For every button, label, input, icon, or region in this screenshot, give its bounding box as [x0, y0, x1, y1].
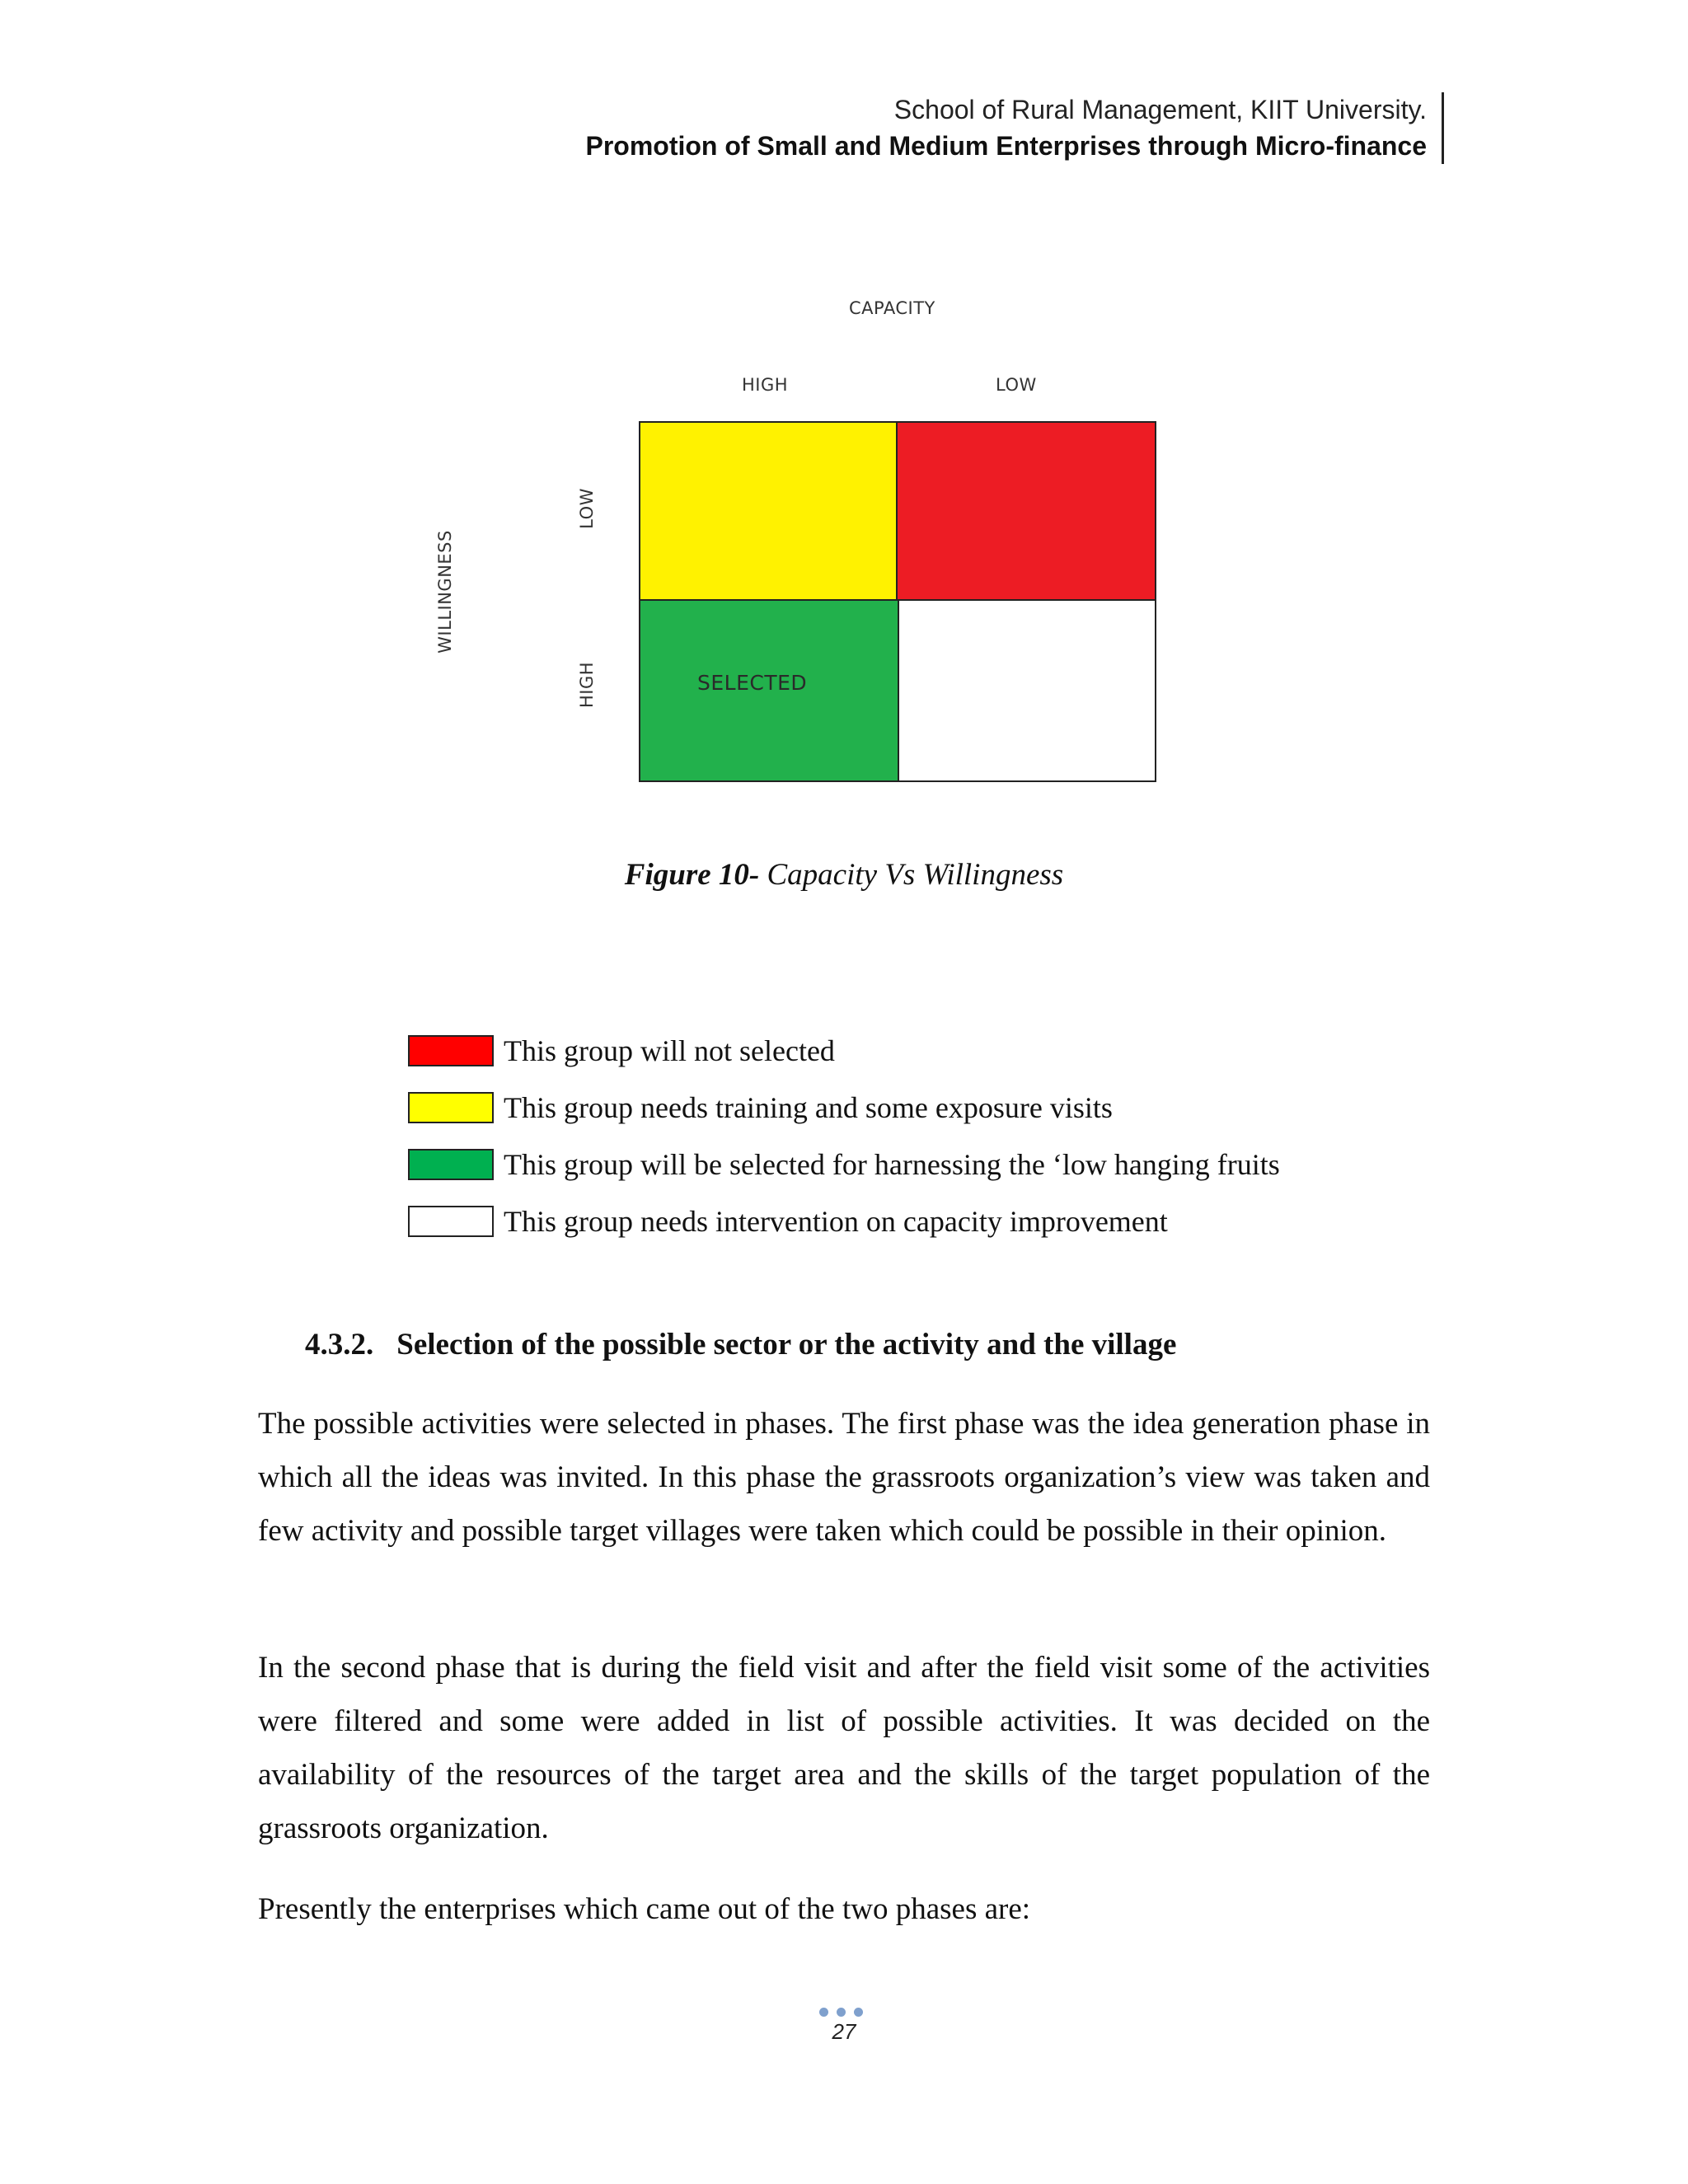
dot-icon: [819, 2008, 828, 2017]
dot-icon: [837, 2008, 846, 2017]
willingness-axis-title: WILLINGNESS: [435, 530, 455, 654]
header-document-title: Promotion of Small and Medium Enterprises through Micro-finance: [585, 131, 1427, 161]
figure-caption: [0, 857, 1688, 893]
body-paragraph: In the second phase that is during the field visit and after the field visit some of the activities were filtered and some were added in list of possible activities. It was decided on the availability of the resources of the target area and the skills of the target population of the grassroots organization.: [258, 1651, 1430, 1845]
figure-caption-label: Figure 10-: [624, 858, 760, 892]
capacity-axis-title: CAPACITY: [849, 298, 935, 318]
page-number: 27: [832, 2019, 856, 2044]
figure-caption-text: Capacity Vs Willingness: [759, 858, 1064, 892]
legend-text: This group will not selected: [504, 1033, 835, 1067]
legend-text: This group needs training and some exposure visits: [504, 1090, 1113, 1124]
willingness-low-label: LOW: [577, 488, 597, 529]
dot-icon: [854, 2008, 863, 2017]
legend-item-selected: [408, 1136, 1280, 1193]
page-header: [585, 91, 1438, 163]
legend-item-capacity-improvement: [408, 1193, 1280, 1249]
header-institution: School of Rural Management, KIIT University.: [893, 95, 1427, 124]
header-vertical-rule: [1442, 92, 1444, 164]
capacity-high-label: HIGH: [742, 375, 789, 395]
matrix-cell-high-capacity-low-willingness: [639, 421, 898, 601]
page-number-dots: [819, 2008, 863, 2017]
legend-text: This group will be selected for harnessing the ‘low hanging fruits: [504, 1147, 1280, 1181]
willingness-high-label: HIGH: [577, 661, 597, 709]
matrix-cell-low-capacity-low-willingness: [896, 421, 1156, 601]
legend-swatch-green: [408, 1149, 494, 1180]
legend-item-not-selected: [408, 1022, 1280, 1079]
legend-swatch-red: [408, 1035, 494, 1066]
section-heading: [305, 1327, 1176, 1362]
section-number: 4.3.2.: [305, 1328, 374, 1361]
legend-swatch-yellow: [408, 1092, 494, 1123]
legend-text: This group needs intervention on capacity improvement: [504, 1204, 1168, 1238]
capacity-low-label: LOW: [996, 375, 1037, 395]
legend-item-needs-training: [408, 1079, 1280, 1136]
section-title: Selection of the possible sector or the activity and the village: [396, 1328, 1177, 1361]
selected-cell-label: SELECTED: [697, 671, 808, 695]
body-paragraph: Presently the enterprises which came out of the two phases are:: [258, 1892, 1031, 1926]
matrix-legend: [408, 1022, 1280, 1249]
body-paragraph: The possible activities were selected in phases. The first phase was the idea generation phase in which all the ideas was invited. In this phase the grassroots organization’s view was taken and few activity and possible target villages were taken which could be possible in their opinion.: [258, 1407, 1430, 1548]
matrix-cell-low-capacity-high-willingness: [898, 599, 1156, 782]
legend-swatch-white: [408, 1206, 494, 1237]
